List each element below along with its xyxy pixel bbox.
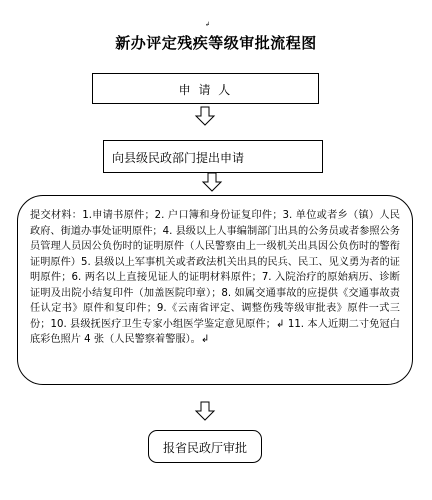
applicant-box [92, 73, 319, 104]
provincial-approval-box [148, 430, 262, 463]
down-arrow-3 [194, 401, 216, 421]
down-arrow-1 [194, 106, 216, 126]
page-title: 新办评定残疾等级审批流程图 [115, 34, 317, 52]
materials-text: 提交材料：1.申请书原件；2. 户口簿和身份证复印件；3. 单位或者乡（镇）人民政府、街道办事处证明原件；4. 县级以上人事编制部门出具的公务员或者参照公务员管理人员因公负伤时的证明原件（人民警察由上一级机关出具因公负伤时的警衔证明原件）5. 县级以上军事机关或者政法机关出具的民兵、民工、见义勇为者的证明原件；6. 两名以上直接见证人的证明材料原件；7. 入院治疗的原始病历、诊断证明及出院小结复印件（加盖医院印章）；8. 如属交通事故的应提供《交通事故责任认定书》原件和复印件；9.《云南省评定、调整伤残等级审批表》原件一式三份；10. 县级抚医疗卫生专家小组医学鉴定意见原件；↲ 11. 本人近期二寸免冠白底彩色照片 4 张（人民警察着警服）。↲ [30, 210, 400, 345]
county-civil-affairs-label: 向县级民政部门提出申请 [112, 151, 245, 165]
materials-box [17, 195, 413, 385]
paragraph-mark: ↲ [205, 21, 211, 28]
applicant-label: 申 请 人 [178, 83, 233, 97]
county-civil-affairs-box [103, 140, 323, 173]
provincial-approval-label: 报省民政厅审批 [162, 441, 247, 455]
down-arrow-2 [201, 172, 223, 192]
